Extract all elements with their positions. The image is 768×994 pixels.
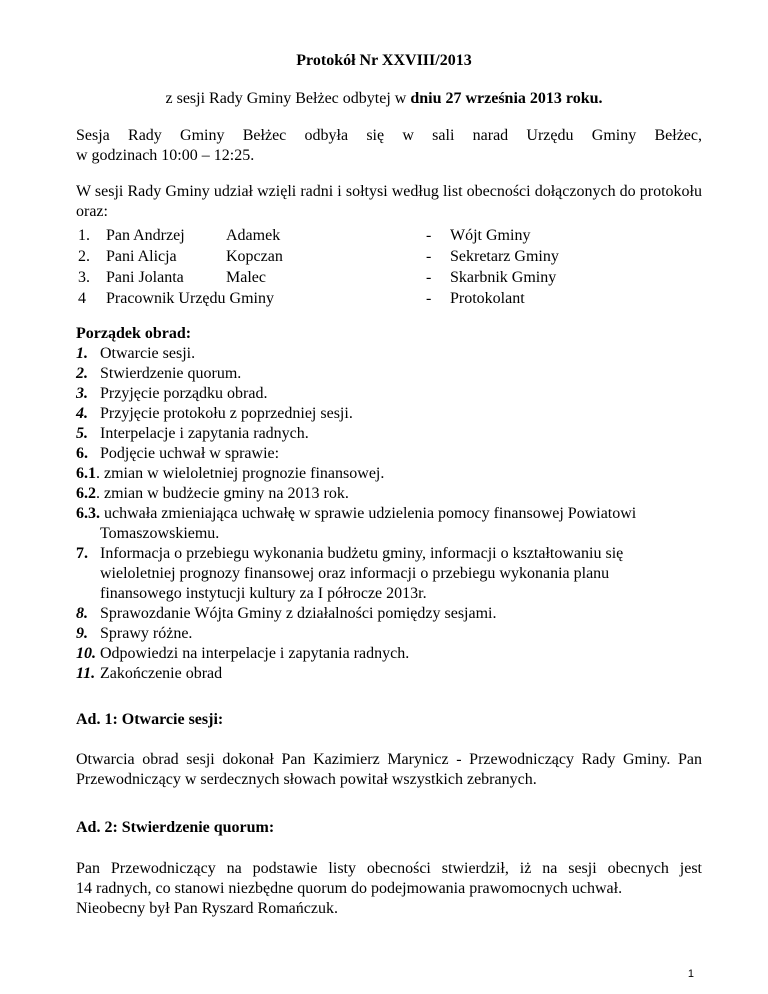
- agenda-item-number: 6.: [76, 445, 88, 462]
- section-ad1-paragraph: Otwarcia obrad sesji dokonał Pan Kazimierz Marynicz - Przewodniczący Rady Gminy. Pan Przewodniczący w serdecznych słowach powitał wszystkich zebranych.: [76, 751, 702, 788]
- agenda-item: [76, 444, 736, 464]
- attendee-row: [76, 226, 702, 247]
- agenda-item-text: Interpelacje i zapytania radnych.: [100, 425, 309, 442]
- attendee-dash: -: [426, 227, 432, 244]
- agenda-subitem: [76, 504, 736, 524]
- attendee-number: 4: [78, 290, 86, 307]
- agenda-item-text: Zakończenie obrad: [100, 665, 223, 682]
- agenda-item: [76, 344, 736, 364]
- agenda-item: [76, 604, 736, 624]
- agenda-item-number: 2.: [76, 365, 88, 382]
- agenda-item-number: 4.: [76, 405, 88, 422]
- attendee-dash: -: [426, 269, 432, 286]
- agenda-item-continuation: finansowego instytucji kultury za I półrocze 2013r.: [100, 585, 427, 602]
- agenda-item-number: 7.: [76, 545, 88, 562]
- attendance-paragraph: W sesji Rady Gminy udział wzięli radni i sołtysi według list obecności dołączonych do protokołu oraz:: [76, 183, 702, 220]
- attendee-last-name: Adamek: [226, 227, 281, 244]
- agenda-item: [76, 364, 736, 384]
- attendee-first-name: Pracownik Urzędu Gminy: [106, 290, 274, 307]
- agenda-item-continuation: wieloletniej prognozy finansowej oraz informacji o przebiegu wykonania planu: [100, 565, 610, 582]
- agenda-item-number: 3.: [76, 385, 88, 402]
- attendee-last-name: Kopczan: [226, 248, 283, 265]
- attendee-role: Sekretarz Gminy: [450, 248, 559, 265]
- session-date: dniu 27 września 2013 roku.: [410, 90, 603, 107]
- agenda-item-text: Podjęcie uchwał w sprawie:: [100, 445, 280, 462]
- attendee-dash: -: [426, 290, 432, 307]
- section-heading-ad1: Ad. 1: Otwarcie sesji:: [76, 711, 224, 728]
- attendee-first-name: Pani Alicja: [106, 248, 177, 265]
- agenda-item: [76, 644, 736, 664]
- agenda-item: [76, 664, 736, 684]
- attendee-first-name: Pani Jolanta: [106, 269, 184, 286]
- attendee-row: [76, 268, 702, 289]
- agenda-item: [76, 624, 736, 644]
- agenda-item-text: . zmian w wieloletniej prognozie finansowej.: [96, 465, 385, 482]
- agenda-item-number: 6.3.: [76, 505, 100, 522]
- attendee-row: [76, 247, 702, 268]
- attendee-number: 1.: [78, 227, 90, 244]
- agenda-item-text: Sprawy różne.: [100, 625, 193, 642]
- attendee-row: [76, 289, 702, 310]
- attendee-number: 3.: [78, 269, 90, 286]
- section-heading-ad2: Ad. 2: Stwierdzenie quorum:: [76, 819, 275, 836]
- attendee-first-name: Pan Andrzej: [106, 227, 185, 244]
- attendee-role: Protokolant: [450, 290, 525, 307]
- agenda-item: [76, 544, 736, 564]
- section-ad2-line-2: 14 radnych, co stanowi niezbędne quorum do podejmowania prawomocnych uchwał.: [76, 880, 623, 897]
- section-ad2-line-3: Nieobecny był Pan Ryszard Romańczuk.: [76, 900, 338, 917]
- agenda-heading: Porządek obrad:: [76, 325, 192, 342]
- agenda-item-text: Przyjęcie porządku obrad.: [100, 385, 268, 402]
- agenda-subitem: [76, 484, 736, 504]
- document-subtitle: [0, 89, 768, 109]
- agenda-item-text: uchwała zmieniająca uchwałę w sprawie udzielenia pomocy finansowej Powiatowi: [100, 505, 637, 522]
- section-ad2-line-1: Pan Przewodniczący na podstawie listy obecności stwierdził, iż na sesji obecnych jest: [76, 860, 702, 877]
- agenda: [76, 324, 736, 684]
- attendee-last-name: Malec: [226, 269, 266, 286]
- agenda-item-number: 6.2: [76, 485, 96, 502]
- agenda-subitem: [76, 464, 736, 484]
- attendee-number: 2.: [78, 248, 90, 265]
- document-title: Protokół Nr XXVIII/2013: [296, 52, 472, 69]
- subtitle-text: z sesji Rady Gminy Bełżec odbytej w: [165, 90, 411, 107]
- agenda-item-number: 1.: [76, 345, 88, 362]
- agenda-item-text: Przyjęcie protokołu z poprzedniej sesji.: [100, 405, 353, 422]
- agenda-item-text: Otwarcie sesji.: [100, 345, 196, 362]
- agenda-item-text: Informacja o przebiegu wykonania budżetu gminy, informacji o kształtowaniu się: [100, 545, 624, 562]
- agenda-item: [76, 404, 736, 424]
- page-number: 1: [687, 968, 694, 980]
- intro-line-2: w godzinach 10:00 – 12:25.: [76, 147, 255, 164]
- agenda-item-number: 5.: [76, 425, 88, 442]
- intro-line-1: Sesja Rady Gminy Bełżec odbyła się w sali narad Urzędu Gminy Bełżec,: [76, 127, 702, 144]
- agenda-item-number: 6.1: [76, 465, 96, 482]
- agenda-item-number: 9.: [76, 625, 88, 642]
- attendee-role: Wójt Gminy: [450, 227, 531, 244]
- agenda-item: [76, 384, 736, 404]
- agenda-item-text: Odpowiedzi na interpelacje i zapytania radnych.: [100, 645, 410, 662]
- agenda-item: [76, 424, 736, 444]
- attendee-dash: -: [426, 248, 432, 265]
- agenda-item-continuation: Tomaszowskiemu.: [100, 525, 220, 542]
- agenda-item-text: Sprawozdanie Wójta Gminy z działalności pomiędzy sesjami.: [100, 605, 497, 622]
- agenda-item-number: 11.: [76, 665, 96, 682]
- agenda-item-text: . zmian w budżecie gminy na 2013 rok.: [96, 485, 349, 502]
- attendee-role: Skarbnik Gminy: [450, 269, 557, 286]
- agenda-item-number: 8.: [76, 605, 88, 622]
- agenda-item-text: Stwierdzenie quorum.: [100, 365, 242, 382]
- agenda-item-number: 10.: [76, 645, 96, 662]
